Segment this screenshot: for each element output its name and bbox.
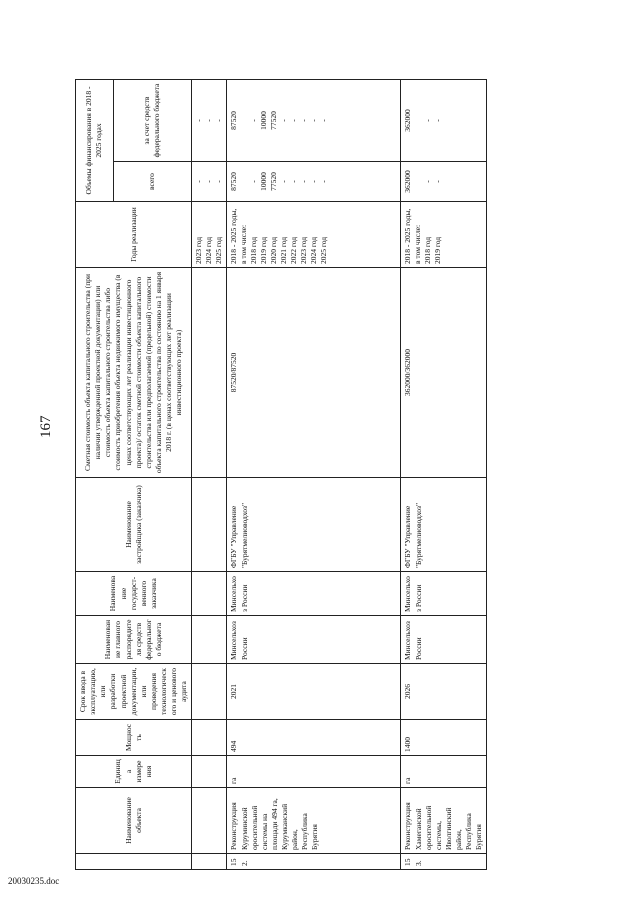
- row-cost: 87520/87520: [227, 268, 401, 478]
- row-deadline: 2026: [401, 664, 487, 720]
- header-chief-distributor: Наименование главного распорядителя средств федерального бюджета: [76, 616, 192, 664]
- total-cell: -: [433, 180, 443, 183]
- total-cell: 87520: [229, 172, 239, 191]
- continuation-totals: [192, 162, 227, 202]
- total-cell: [239, 165, 249, 198]
- investment-table: [75, 79, 487, 870]
- total-cell: -: [204, 180, 214, 183]
- row-capacity: 494: [227, 720, 401, 756]
- year-cell: в том числе:: [413, 224, 423, 264]
- header-name: Наименование объекта: [76, 788, 192, 854]
- header-capacity: Мощность: [76, 720, 192, 756]
- total-cell: -: [309, 180, 319, 183]
- total-cell: 77520: [269, 172, 279, 191]
- total-cell: -: [279, 180, 289, 183]
- total-cell: [413, 165, 423, 198]
- federal-cell: -: [279, 119, 289, 122]
- year-cell: 2024 год: [204, 236, 214, 264]
- header-financing-group: Объемы финансирования в 2018 - 2025 годах: [76, 80, 114, 202]
- investment-table-sheet: [75, 80, 615, 870]
- row-unit: га: [401, 756, 487, 788]
- total-cell: 10000: [259, 172, 269, 191]
- header-estimated-cost: Сметная стоимость объекта капитального строительства (при наличии утвержденной проектной документации) или стоимость объекта капитального строительства либо стоимость приобретения объекта недвижимого имущества (в ценах соответствующих лет реализации инвестиционного проекта)/ остаток сметной стоимости объекта капитального строительства или предполагаемой (предельной) стоимости объекта капитального строительства по состоянию на 1 января 2018 г. (в ценах соответствующих лет реализации инвестиционного проекта): [76, 268, 192, 478]
- federal-cell: -: [214, 119, 224, 122]
- header-state-customer: Наименование государст-венного заказчика: [76, 572, 192, 616]
- header-developer: Наименование застройщика (заказчика): [76, 478, 192, 572]
- total-cell: -: [319, 180, 329, 183]
- row-chief: Минсельхоз России: [227, 616, 401, 664]
- federal-cell: -: [204, 119, 214, 122]
- row-capacity: 1400: [401, 720, 487, 756]
- year-cell: 2018 год: [249, 236, 259, 264]
- row-customer: Минсельхоз России: [401, 572, 487, 616]
- row-chief: Минсельхоз России: [401, 616, 487, 664]
- continuation-row: [192, 80, 227, 870]
- row-years: [401, 202, 487, 268]
- federal-cell: -: [433, 119, 443, 122]
- row-name: Реконструкция Куруминской оросительной системы на площади 494 га, Курумканский район, Республика Бурятия: [227, 788, 401, 854]
- continuation-years: [192, 202, 227, 268]
- row-developer: ФГБУ "Управление "Бурятмелиоводхоз": [227, 478, 401, 572]
- row-years: [227, 202, 401, 268]
- row-deadline: 2021: [227, 664, 401, 720]
- federal-cell: [413, 83, 423, 158]
- year-cell: 2024 год: [309, 236, 319, 264]
- total-cell: -: [289, 180, 299, 183]
- year-cell: 2023 год: [194, 236, 204, 264]
- row-cost: 362000/362000: [401, 268, 487, 478]
- total-cell: 362000: [403, 170, 413, 193]
- federal-cell: -: [309, 119, 319, 122]
- row-totals: [227, 162, 401, 202]
- row-developer: ФГБУ "Управление "Бурятмелиоводхоз": [401, 478, 487, 572]
- header-years: Годы реализации: [76, 202, 192, 268]
- year-cell: 2018 - 2025 годы,: [403, 208, 413, 264]
- total-cell: -: [249, 180, 259, 183]
- year-cell: 2025 год: [214, 236, 224, 264]
- federal-cell: 10000: [259, 111, 269, 130]
- federal-cell: 87520: [229, 111, 239, 130]
- row-num: 153.: [401, 854, 487, 870]
- total-cell: -: [194, 180, 204, 183]
- year-cell: 2023 год: [299, 236, 309, 264]
- row-federal: [401, 80, 487, 162]
- table-row: [227, 80, 401, 870]
- federal-cell: 362000: [403, 109, 413, 132]
- year-cell: 2022 год: [289, 236, 299, 264]
- federal-cell: -: [289, 119, 299, 122]
- federal-cell: -: [423, 119, 433, 122]
- year-cell: в том числе:: [239, 224, 249, 264]
- header-deadline: Срок ввода в эксплуатацию, или разработки проектной документации, или проведения технологического и ценового аудита: [76, 664, 192, 720]
- header-row: [76, 80, 114, 870]
- federal-cell: [239, 83, 249, 158]
- federal-cell: -: [299, 119, 309, 122]
- total-cell: -: [299, 180, 309, 183]
- year-cell: 2018 - 2025 годы,: [229, 208, 239, 264]
- federal-cell: -: [194, 119, 204, 122]
- total-cell: -: [214, 180, 224, 183]
- header-num: [76, 854, 192, 870]
- row-num: 152.: [227, 854, 401, 870]
- federal-cell: 77520: [269, 111, 279, 130]
- header-unit: Единица измерения: [76, 756, 192, 788]
- row-unit: га: [227, 756, 401, 788]
- row-name: Реконструкция Хамеганской оросительной системы, Иволгинский район, Республика Бурятия: [401, 788, 487, 854]
- page-number: 167: [38, 415, 54, 438]
- row-customer: Минсельхоз России: [227, 572, 401, 616]
- year-cell: 2021 год: [279, 236, 289, 264]
- table-row: [401, 80, 487, 870]
- footer-file-code: 20030235.doc: [8, 876, 60, 886]
- year-cell: 2020 год: [269, 236, 279, 264]
- table-body: [192, 80, 487, 870]
- continuation-federal: [192, 80, 227, 162]
- year-cell: 2019 год: [259, 236, 269, 264]
- year-cell: 2025 год: [319, 236, 329, 264]
- total-cell: -: [423, 180, 433, 183]
- header-federal: за счет средств федерального бюджета: [113, 80, 192, 162]
- federal-cell: -: [319, 119, 329, 122]
- row-totals: [401, 162, 487, 202]
- federal-cell: -: [249, 119, 259, 122]
- year-cell: 2019 год: [433, 236, 443, 264]
- year-cell: 2018 год: [423, 236, 433, 264]
- header-total: всего: [113, 162, 192, 202]
- row-federal: [227, 80, 401, 162]
